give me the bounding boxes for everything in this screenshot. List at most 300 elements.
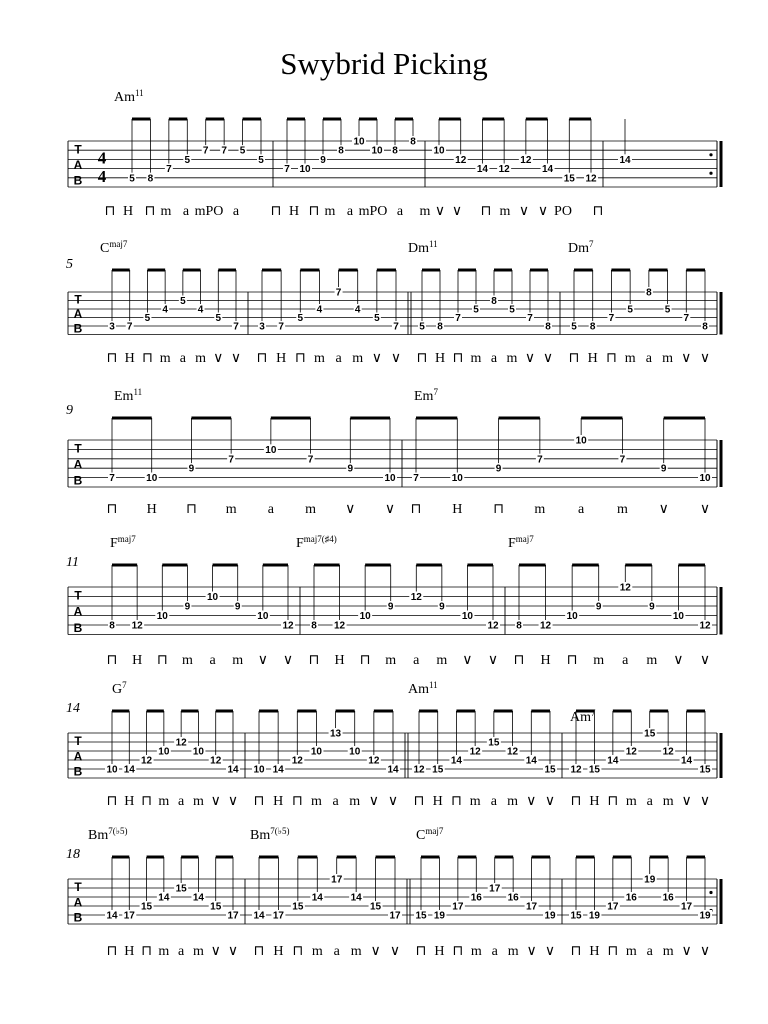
measure-number: 11 <box>66 555 79 570</box>
picking-symbol: ⊓ <box>607 944 619 959</box>
fret-number: 10 <box>257 611 269 622</box>
picking-symbol: m <box>436 653 448 668</box>
fret-number: 17 <box>607 901 619 913</box>
fret-number: 10 <box>299 164 311 176</box>
fret-number: 3 <box>259 321 265 333</box>
picking-symbol: ⊓ <box>253 944 265 959</box>
picking-symbol: m <box>158 794 170 809</box>
picking-symbol: m <box>625 944 637 959</box>
picking-symbol: m <box>506 351 518 366</box>
fret-number: 10 <box>699 473 711 485</box>
fret-number: 8 <box>392 145 398 157</box>
fret-number: 12 <box>334 620 346 632</box>
chord-symbol <box>250 826 289 843</box>
picking-symbol: H <box>587 351 598 366</box>
fret-number: 12 <box>540 620 552 632</box>
chord-root: G <box>112 682 123 697</box>
chord-root: C <box>100 241 110 256</box>
picking-symbol: ⊓ <box>308 204 320 219</box>
fret-number: 10 <box>192 746 204 758</box>
chord-extension: 7(♭5) <box>108 826 128 836</box>
fret-number: 12 <box>625 746 637 758</box>
picking-symbol: a <box>646 944 653 959</box>
fret-number: 7 <box>221 145 227 157</box>
picking-symbol: ∨ <box>370 944 381 959</box>
fret-number: 5 <box>297 313 304 324</box>
chord-symbol <box>112 680 127 697</box>
picking-symbol: ⊓ <box>607 794 619 809</box>
fret-number: 12 <box>507 746 519 758</box>
picking-symbol: m <box>624 351 636 366</box>
picking-symbol: ∨ <box>462 653 473 668</box>
fret-number: 10 <box>349 746 361 758</box>
picking-symbol: m <box>310 794 322 809</box>
picking-symbol: m <box>499 204 511 219</box>
picking-symbol: m <box>305 502 317 517</box>
chord-extension: 7 <box>122 680 127 690</box>
fret-number: 19 <box>644 874 656 886</box>
tab-clef-letter: T <box>74 880 82 895</box>
picking-symbol: ⊓ <box>291 794 303 809</box>
picking-symbol: m <box>469 794 481 809</box>
fret-number: 17 <box>389 910 401 922</box>
picking-symbol: ⊓ <box>256 351 268 366</box>
fret-number: 14 <box>192 892 204 904</box>
picking-symbol: ⊓ <box>141 351 153 366</box>
fret-number: 12 <box>662 746 674 758</box>
fret-number: 17 <box>452 901 464 913</box>
fret-number: 12 <box>455 154 467 166</box>
fret-number: 5 <box>144 313 151 324</box>
fret-number: 10 <box>106 764 118 776</box>
fret-number: 5 <box>509 304 515 316</box>
fret-number: 8 <box>410 136 416 148</box>
chord-root: Am <box>408 682 429 697</box>
picking-symbol: ∨ <box>537 204 549 219</box>
fret-number: 17 <box>681 901 693 913</box>
fret-number: 12 <box>498 164 510 176</box>
picking-symbol: H <box>122 204 134 219</box>
picking-symbol: H <box>273 794 284 809</box>
picking-symbol: m <box>192 944 204 959</box>
picking-symbol: ⊓ <box>513 653 525 668</box>
fret-number: 15 <box>432 764 444 776</box>
picking-symbol: ∨ <box>699 944 711 959</box>
picking-symbol: m <box>225 502 237 517</box>
fret-number: 14 <box>272 764 284 776</box>
fret-number: 15 <box>699 764 711 776</box>
picking-symbol: m <box>159 351 171 366</box>
time-signature-bottom: 4 <box>97 166 107 186</box>
picking-symbol: a <box>209 653 216 668</box>
fret-number: 14 <box>158 892 170 904</box>
picking-symbol: m <box>195 351 207 366</box>
chord-symbol <box>296 534 337 551</box>
chord-root: Am <box>570 710 591 725</box>
picking-symbol: ∨ <box>282 653 294 668</box>
picking-symbol: m <box>192 794 204 809</box>
picking-symbol: a <box>232 204 240 219</box>
tab-clef-letter: A <box>73 604 83 619</box>
fret-number: 9 <box>595 601 602 613</box>
fret-number: 14 <box>123 764 135 776</box>
picking-symbol: ∨ <box>658 502 669 517</box>
fret-number: 14 <box>681 755 693 767</box>
fret-number: 10 <box>384 473 396 485</box>
picking-symbol: ⊓ <box>106 502 118 517</box>
fret-number: 5 <box>215 313 222 324</box>
chord-extension: maj7 <box>425 826 444 836</box>
picking-symbol: H <box>434 351 446 366</box>
fret-number: 12 <box>469 746 481 758</box>
chord-extension: 11 <box>135 88 144 98</box>
picking-symbol: a <box>178 944 185 959</box>
fret-number: 12 <box>282 620 294 632</box>
tab-system <box>66 387 721 517</box>
picking-symbol: ⊓ <box>570 944 582 959</box>
picking-symbol: ⊓ <box>480 204 492 219</box>
fret-number: 7 <box>233 321 239 333</box>
fret-number: 7 <box>284 164 290 176</box>
fret-number: 15 <box>415 910 427 922</box>
fret-number: 5 <box>473 304 479 316</box>
fret-number: 17 <box>331 874 343 886</box>
chord-root: Em <box>414 389 434 404</box>
picking-symbol: ∨ <box>681 351 692 366</box>
score-title: Swybrid Picking <box>280 46 488 81</box>
tab-clef-letter: T <box>74 441 82 456</box>
fret-number: 16 <box>625 892 637 904</box>
picking-symbol: a <box>622 653 629 668</box>
fret-number: 10 <box>146 473 158 485</box>
chord-extension: 11 <box>133 387 143 397</box>
chord-root: F <box>110 536 118 551</box>
measure-number: 18 <box>66 847 80 862</box>
tab-system <box>66 826 721 959</box>
fret-number: 14 <box>311 892 323 904</box>
fret-number: 15 <box>563 173 575 185</box>
tab-system <box>66 534 721 668</box>
fret-number: 12 <box>291 755 303 767</box>
picking-symbol: ⊓ <box>416 351 428 366</box>
repeat-dot <box>709 153 712 156</box>
fret-number: 10 <box>359 611 371 622</box>
fret-number: 5 <box>239 145 246 157</box>
fret-number: 19 <box>699 910 711 922</box>
fret-number: 14 <box>450 755 462 767</box>
picking-symbol: ∨ <box>210 944 221 959</box>
chord-symbol <box>408 680 438 697</box>
repeat-dot <box>709 891 712 894</box>
fret-number: 15 <box>175 883 187 895</box>
picking-symbol: a <box>490 794 497 809</box>
tab-clef-letter: A <box>73 895 83 910</box>
picking-symbol: ∨ <box>699 653 711 668</box>
fret-number: 5 <box>180 296 186 307</box>
picking-symbol: ⊓ <box>568 351 580 366</box>
picking-symbol: ⊓ <box>415 944 427 959</box>
fret-number: 7 <box>683 313 690 324</box>
fret-number: 7 <box>202 145 209 157</box>
tab-clef-letter: T <box>74 292 82 307</box>
picking-symbol: m <box>662 944 674 959</box>
picking-symbol: a <box>267 502 274 517</box>
fret-number: 13 <box>330 728 342 740</box>
picking-symbol: H <box>589 944 600 959</box>
tab-clef-letter: B <box>73 473 83 488</box>
picking-symbol: ⊓ <box>493 502 505 517</box>
picking-symbol: ⊓ <box>106 944 118 959</box>
fret-number: 10 <box>207 592 219 603</box>
picking-symbol: a <box>335 351 342 366</box>
tab-system <box>66 680 721 809</box>
fret-number: 10 <box>310 746 322 758</box>
chord-root: Dm <box>408 241 429 256</box>
tab-clef-letter: T <box>74 734 82 749</box>
picking-symbol: ∨ <box>681 794 692 809</box>
picking-symbol: ⊓ <box>253 794 265 809</box>
tab-system <box>66 239 721 366</box>
tab-clef-letter: A <box>73 157 83 172</box>
picking-symbol: ∨ <box>213 351 224 366</box>
fret-number: 7 <box>166 164 172 176</box>
fret-number: 12 <box>487 620 499 632</box>
fret-number: 16 <box>507 892 519 904</box>
tab-clef-letter: A <box>73 307 83 322</box>
fret-number: 5 <box>627 304 633 316</box>
fret-number: 9 <box>184 601 191 613</box>
picking-symbol: a <box>396 204 404 219</box>
fret-number: 15 <box>570 910 582 922</box>
chord-extension: 11 <box>429 680 438 690</box>
picking-symbol: ∨ <box>384 502 396 517</box>
fret-number: 15 <box>488 737 500 749</box>
fret-number: 8 <box>109 620 115 632</box>
fret-number: 12 <box>413 764 425 776</box>
fret-number: 8 <box>491 296 497 307</box>
picking-symbol: H <box>334 653 345 668</box>
fret-number: 7 <box>527 313 533 324</box>
picking-symbol: ⊓ <box>592 204 604 219</box>
picking-symbol: a <box>491 944 498 959</box>
picking-symbol: m <box>324 204 336 219</box>
chord-extension: maj7 <box>109 239 128 249</box>
fret-number: 8 <box>589 321 596 333</box>
picking-symbol: a <box>578 502 585 517</box>
chord-extension: 7 <box>589 239 594 249</box>
repeat-dot <box>709 172 712 175</box>
picking-symbol: ∨ <box>368 794 379 809</box>
fret-number: 4 <box>316 304 323 316</box>
fret-number: 12 <box>585 173 597 185</box>
chord-symbol <box>110 534 136 551</box>
picking-symbol: H <box>124 794 135 809</box>
picking-symbol: a <box>333 944 340 959</box>
fret-number: 8 <box>311 620 317 632</box>
chord-extension: maj7(♯4) <box>303 534 337 544</box>
fret-number: 12 <box>520 154 532 166</box>
measure-number: 5 <box>66 257 73 272</box>
fret-number: 14 <box>387 764 399 776</box>
picking-symbol: ∨ <box>345 502 356 517</box>
fret-number: 12 <box>410 592 422 603</box>
fret-number: 7 <box>335 287 342 299</box>
chord-symbol <box>114 88 144 105</box>
picking-symbol: ∨ <box>699 794 711 809</box>
fret-number: 12 <box>210 755 222 767</box>
fret-number: 17 <box>123 910 135 922</box>
picking-symbol: m <box>534 502 546 517</box>
picking-symbol: ∨ <box>371 351 382 366</box>
picking-symbol: H <box>434 944 445 959</box>
chord-extension: 7 <box>591 708 596 718</box>
picking-symbol: mPO <box>358 204 388 219</box>
fret-number: 10 <box>353 136 365 148</box>
picking-symbol: m <box>616 502 628 517</box>
picking-symbol: ∨ <box>699 351 711 366</box>
picking-symbol: m <box>232 653 244 668</box>
chord-root: Bm <box>88 828 109 843</box>
fret-number: 17 <box>489 883 501 895</box>
fret-number: 10 <box>371 145 383 157</box>
picking-symbol: ∨ <box>227 794 239 809</box>
picking-symbol: m <box>350 944 362 959</box>
picking-symbol: a <box>179 351 186 366</box>
picking-symbol: ⊓ <box>566 653 578 668</box>
fret-number: 14 <box>350 892 362 904</box>
picking-symbol: mPO <box>194 204 224 219</box>
fret-number: 8 <box>516 620 522 632</box>
picking-symbol: m <box>311 944 323 959</box>
picking-symbol: ∨ <box>524 351 536 366</box>
fret-number: 19 <box>433 910 445 922</box>
tab-clef-letter: A <box>73 749 83 764</box>
picking-symbol: H <box>452 502 463 517</box>
fret-number: 19 <box>544 910 556 922</box>
picking-symbol: H <box>589 794 600 809</box>
fret-number: 9 <box>439 601 445 613</box>
chord-root: C <box>416 828 426 843</box>
picking-symbol: ⊓ <box>270 204 282 219</box>
fret-number: 15 <box>588 764 600 776</box>
fret-number: 5 <box>664 304 671 316</box>
fret-number: 10 <box>253 764 265 776</box>
fret-number: 9 <box>660 463 667 475</box>
fret-number: 4 <box>197 304 204 316</box>
picking-symbol: ⊓ <box>450 794 462 809</box>
picking-symbol: ∨ <box>230 351 242 366</box>
fret-number: 4 <box>162 304 168 316</box>
fret-number: 15 <box>292 901 304 913</box>
picking-symbol: a <box>646 794 653 809</box>
picking-symbol: H <box>432 794 443 809</box>
fret-number: 14 <box>476 164 488 176</box>
picking-symbol: m <box>352 351 364 366</box>
chord-extension: 7(♭5) <box>270 826 290 836</box>
chord-symbol <box>568 239 594 256</box>
chord-symbol <box>408 239 438 256</box>
picking-symbol: ⊓ <box>106 794 118 809</box>
fret-number: 7 <box>126 321 133 333</box>
picking-symbol: H <box>276 351 287 366</box>
fret-number: 12 <box>619 582 631 594</box>
picking-symbol: ∨ <box>227 944 239 959</box>
picking-symbol: m <box>662 351 674 366</box>
tab-clef-letter: B <box>73 910 83 925</box>
picking-symbol: ⊓ <box>106 351 118 366</box>
fret-number: 14 <box>607 755 619 767</box>
time-signature-top: 4 <box>97 148 107 168</box>
picking-symbol: m <box>507 794 519 809</box>
measure-number: 9 <box>66 403 73 418</box>
picking-symbol: m <box>625 794 637 809</box>
fret-number: 12 <box>175 737 187 749</box>
fret-number: 8 <box>646 287 652 299</box>
fret-number: 7 <box>619 454 626 466</box>
chord-root: Dm <box>568 241 589 256</box>
fret-number: 10 <box>461 611 473 622</box>
picking-symbol: ∨ <box>673 653 684 668</box>
chord-root: Am <box>114 90 135 105</box>
chord-extension: maj7 <box>117 534 136 544</box>
picking-symbol: m <box>470 944 482 959</box>
picking-symbol: ⊓ <box>104 204 116 219</box>
fret-number: 16 <box>662 892 674 904</box>
fret-number: 7 <box>393 321 399 333</box>
fret-number: 14 <box>253 910 265 922</box>
fret-number: 12 <box>141 755 153 767</box>
fret-number: 5 <box>374 313 380 324</box>
picking-symbol: m <box>181 653 193 668</box>
fret-number: 7 <box>608 313 615 324</box>
picking-symbol: a <box>332 794 339 809</box>
picking-symbol: m <box>158 944 170 959</box>
fret-number: 9 <box>387 601 394 613</box>
picking-symbol: m <box>385 653 397 668</box>
fret-number: 12 <box>699 620 711 632</box>
fret-number: 9 <box>188 463 195 475</box>
picking-symbol: ∨ <box>681 944 692 959</box>
fret-number: 16 <box>470 892 482 904</box>
fret-number: 12 <box>368 755 380 767</box>
picking-symbol: a <box>182 204 190 219</box>
fret-number: 14 <box>106 910 118 922</box>
picking-symbol: ∨ <box>389 944 401 959</box>
fret-number: 5 <box>129 173 135 185</box>
picking-symbol: ∨ <box>542 351 554 366</box>
chord-symbol <box>114 387 142 404</box>
fret-number: 5 <box>419 321 425 333</box>
fret-number: 9 <box>320 154 326 166</box>
tab-clef-letter: B <box>73 173 83 188</box>
chord-extension: 7 <box>433 387 438 397</box>
picking-symbol: a <box>645 351 652 366</box>
picking-symbol: ∨ <box>387 794 399 809</box>
fret-number: 14 <box>542 164 554 176</box>
picking-symbol: ⊓ <box>141 944 153 959</box>
fret-number: 10 <box>158 746 170 758</box>
fret-number: 8 <box>545 321 551 333</box>
picking-symbol: m <box>419 204 431 219</box>
tab-clef-letter: T <box>74 142 82 157</box>
fret-number: 7 <box>278 321 284 333</box>
fret-number: 10 <box>575 435 587 447</box>
fret-number: 14 <box>525 755 537 767</box>
fret-number: 9 <box>649 601 655 613</box>
picking-symbol: ∨ <box>434 204 446 219</box>
fret-number: 7 <box>455 313 461 324</box>
picking-symbol: ⊓ <box>359 653 371 668</box>
